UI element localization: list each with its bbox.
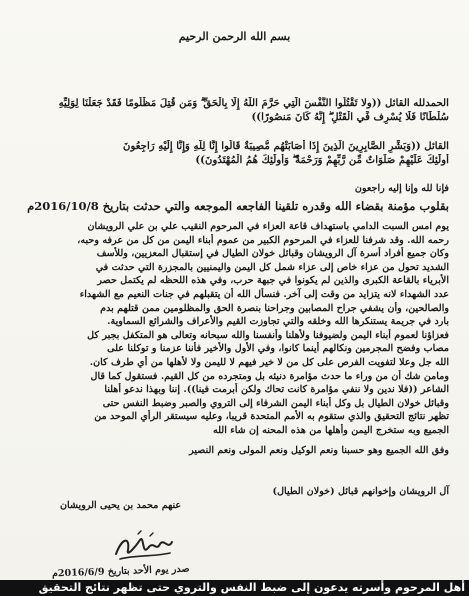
quran-verse-1 <box>17 97 449 124</box>
quran-verse-2-line: أُولَٰئِكَ عَلَيْهِمْ صَلَوَاتٌ مِّن رَّبِّهِمْ وَرَحْمَةٌ ۖ وَأُولَٰئِكَ هُمُ الْمُهْتَدُونَ)) <box>195 153 449 166</box>
closing-prayer <box>17 444 449 458</box>
body-line: الشديد تحول من عزاء خاص إلى عزاء شمل كل اليمن واليمنيين بالمجزرة التي حدثت في <box>95 261 449 273</box>
statement-body <box>17 220 449 438</box>
body-line: وقبائل خولان الطيال بل وكل أبناء اليمن الشرفاء إلى التروي والصبر وضبط النفس حتى <box>102 397 449 409</box>
basmala-heading: بسم الله الرحمن الرحيم <box>178 30 291 43</box>
istirja-text: فإنا لله وإنا إليه راجعون <box>354 183 449 194</box>
body-line: عدد الشهداء لانه يتزايد من وقت إلى آخر. فنسأل الله أن يتقبلهم في جنات النعيم مع الشهداء <box>79 288 449 300</box>
incident-date-line: بقلوب مؤمنة بقضاء الله وقدره تلقينا الفاجعه الموجعه والتي حدثت بتاريخ 2016/10/8م <box>27 199 449 213</box>
body-line: مصاب وفضح المجرمين ونكالهم أينما كانوا، وفي الأول والأخير فأننا عزمنا و توكلنا على <box>107 343 449 355</box>
body-line: الله جل وعلا لتفويت الفرص على كل من لا خير فيهم لا لليمن ولا لأهلها من أي طرف كان. <box>89 356 449 368</box>
closing-prayer-text: وفق الله الجميع وهو حسبنا ونعم الوكيل ونعم المولى ونعم النصير <box>189 445 449 456</box>
body-line: والصالحين، وأن يشفي جراح المصابين وجراحنا بنصرة الحق والمظلومين ممن قتلهم بدم <box>100 302 449 314</box>
body-line: تظهر نتائج التحقيق والذي ستقوم به الأمم المتحدة قريبا، وعليه سيستقر الرأي الموحد من <box>94 411 449 423</box>
body-line: ومامن شك أن من وراء ما حدث مؤامرة دنيئه بل ومتجرده من كل القيم. فستقول كما قال <box>90 370 449 382</box>
body-line: الشاعر ((فلا ندين ولا ننفي مؤامرة كانت تحاك ولكن أبرمت فينا)). إننا وبهذا ندعو أهلنا <box>104 384 449 396</box>
body-line: يوم امس السبت الدامي باستهداف قاعة العزاء في المرحوم النقيب علي بن علي الرويشان <box>87 221 449 232</box>
issued-date: صدر يوم الأحد بتاريخ 2016/6/9م <box>51 563 190 580</box>
caption-overlay-text: أهل المرحوم وأسرته يدعون إلى ضبط النفس والتروي حتى تظهر نتائج التحقيق <box>38 581 465 594</box>
quran-verse-2 <box>17 140 449 167</box>
family-signoff: آل الرويشان وإخوانهم قبائل (خولان الطيال) <box>272 486 449 497</box>
body-line: رحمه الله. وقد شرفنا للعزاء في المرحوم الكبير من عموم أبناء اليمن من كل من عرفه وحبه، <box>77 234 449 246</box>
body-line: فعزاؤنا لعموم أبناء اليمن ولضيوفنا ولأهلنا وأنفسنا والله سبحانه وتعالى هو المتكفل بجبر كل <box>87 329 449 341</box>
quran-verse-2-line: القائل ((وَبَشِّرِ الصَّابِرِينَ الَّذِينَ إِذَا أَصَابَتْهُم مُّصِيبَةٌ قَالُوا إِنَّا لِلَّهِ وَإِنَّا إِلَيْهِ رَاجِعُونَ <box>122 140 449 152</box>
quran-verse-1-line: سُلْطَانًا فَلَا يُسْرِف فِّي الْقَتْلِ ۖ إِنَّهُ كَانَ مَنصُورًا)) <box>251 110 449 123</box>
body-line: الجميع وبه ستخرج اليمن وأهلها من هذه المحنه إن شاء الله <box>212 424 449 436</box>
caption-overlay-bar <box>0 580 469 596</box>
body-line: الأبرياء بالقاعة الكبرى والذين لم يكونوا في جبهة حرب، وفي هذه اللحظه لم يكتمل حصر <box>97 275 449 287</box>
quran-verse-1-line: الحمدلله القائل ((ولا تَقْتُلُوا النَّفْسَ الَّتِي حَرَّمَ اللَّهُ إِلَّا بِالْحَقِّ ۗ وَمَن قُتِلَ مَظْلُومًا فَقَدْ جَعَلْنَا لِوَلِيِّهِ <box>58 97 449 109</box>
body-line: وكان جميع أفراد أسرة آل الرويشان وقبائل خولان الطيال في إستقبال المعزيين، وللأسف <box>96 248 449 260</box>
handwritten-signature-icon <box>110 528 180 566</box>
istirja-line <box>17 182 449 196</box>
body-line: بارد في جريمة يستنكرها الله وخلقه والتي تجاوزت القيم والأعراف والشرائع السماوية. <box>107 316 449 328</box>
signatory-name: عنهم محمد بن يحيى الرويشان <box>60 500 182 511</box>
